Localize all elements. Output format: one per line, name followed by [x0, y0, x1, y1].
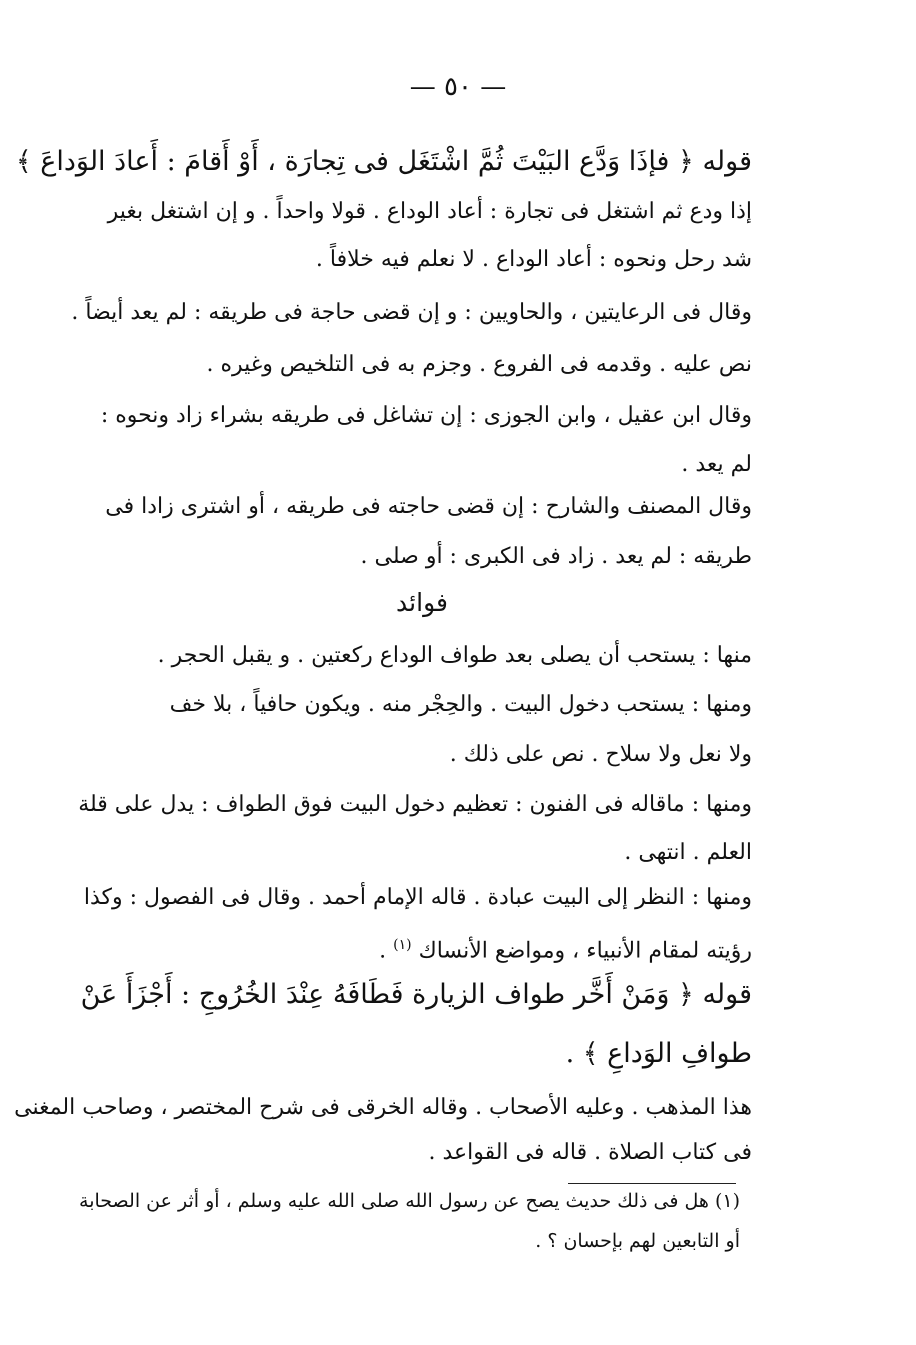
text-line-7: لم يعد . — [681, 452, 752, 477]
text-line-14: ومنها : ماقاله فى الفنون : تعظيم دخول البيت فوق الطواف : يدل على قلة — [78, 792, 752, 817]
text-line-11: منها : يستحب أن يصلى بعد طواف الوداع ركعتين . و يقبل الحجر . — [157, 643, 752, 668]
text-line-4: وقال فى الرعايتين ، والحاويين : و إن قضى حاجة فى طريقه : لم يعد أيضاً . — [71, 300, 752, 325]
footnote — [60, 0, 740, 1345]
text-line-3: شد رحل ونحوه : أعاد الوداع . لا نعلم فيه خلافاً . — [315, 247, 752, 272]
text-line-15: العلم . انتهى . — [624, 840, 752, 865]
footnote-marker: (١) — [393, 937, 412, 953]
section-heading: فوائد — [396, 588, 448, 617]
text-line-5: نص عليه . وقدمه فى الفروع . وجزم به فى التلخيص وغيره . — [206, 352, 752, 377]
verse-line-19: طوافِ الوَداعِ ﴾ . — [565, 1038, 752, 1069]
text-line-13: ولا نعل ولا سلاح . نص على ذلك . — [449, 742, 752, 767]
text-line-21: فى كتاب الصلاة . قاله فى القواعد . — [428, 1140, 752, 1165]
text-line-17-body: رؤيته لمقام الأنبياء ، ومواضع الأنساك — [418, 938, 752, 964]
text-line-16: ومنها : النظر إلى البيت عبادة . قاله الإمام أحمد . وقال فى الفصول : وكذا — [83, 885, 752, 910]
text-line-20: هذا المذهب . وعليه الأصحاب . وقاله الخرقى فى شرح المختصر ، وصاحب المغنى — [14, 1095, 752, 1120]
text-line-9: طريقه : لم يعد . زاد فى الكبرى : أو صلى . — [360, 544, 752, 569]
text-line-2: إذا ودع ثم اشتغل فى تجارة : أعاد الوداع . قولا واحداً . و إن اشتغل بغير — [107, 199, 752, 224]
text-line-12: ومنها : يستحب دخول البيت . والحِجْر منه . ويكون حافياً ، بلا خف — [169, 692, 752, 717]
text-line-17-end: . — [379, 938, 387, 964]
page-number: — ٥٠ — — [409, 72, 507, 102]
verse-line-1: قوله ﴿ فإذَا وَدَّع البَيْتَ ثُمَّ اشْتَغَل فى تِجارَة ، أَوْ أَقامَ : أَعادَ الوَداعَ ﴾ — [15, 146, 752, 177]
text-line-6: وقال ابن عقيل ، وابن الجوزى : إن تشاغل فى طريقه بشراء زاد ونحوه : — [100, 403, 752, 428]
footnote-line-1: (١) هل فى ذلك حديث يصح عن رسول الله صلى الله عليه وسلم ، أو أثر عن الصحابة — [79, 1190, 740, 1212]
verse-line-18: قوله ﴿ وَمَنْ أَخَّر طواف الزيارة فَطَافَهُ عِنْدَ الخُرُوجِ : أَجْزَأَ عَنْ — [80, 979, 752, 1010]
footnote-line-2: أو التابعين لهم بإحسان ؟ . — [535, 1230, 740, 1252]
text-line-8: وقال المصنف والشارح : إن قضى حاجته فى طريقه ، أو اشترى زادا فى — [105, 494, 752, 519]
